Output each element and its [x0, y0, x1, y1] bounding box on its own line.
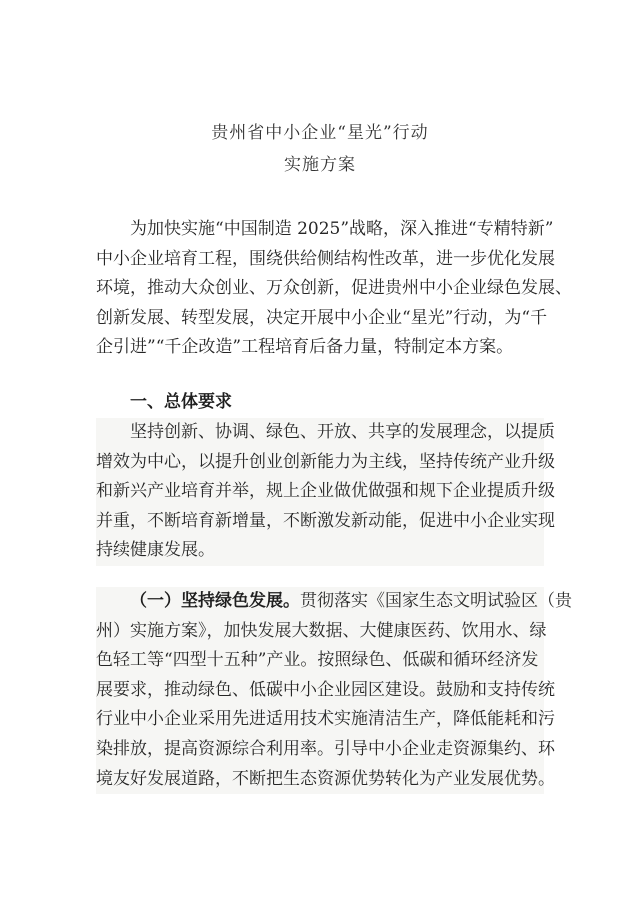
- subsection-paragraph: [96, 587, 572, 794]
- intro-line: 中小企业培育工程，围绕供给侧结构性改革，进一步优化发展: [96, 248, 555, 269]
- subsection-line: 展要求，推动绿色、低碳中小企业园区建设。鼓励和支持传统: [96, 679, 555, 700]
- intro-paragraph: [96, 215, 572, 363]
- subsection-line: 行业中小企业采用先进适用技术实施清洁生产，降低能耗和污: [96, 709, 555, 730]
- document-subtitle: 实施方案: [284, 155, 356, 175]
- section-line: 和新兴产业培育并举，规上企业做优做强和规下企业提质升级: [96, 481, 555, 502]
- subsection-line: 境友好发展道路，不断把生态资源优势转化为产业发展优势。: [96, 768, 555, 789]
- subsection-first-line: [96, 587, 572, 617]
- intro-line: 为加快实施“中国制造 2025”战略，深入推进“专精特新”: [130, 219, 554, 239]
- section-line: 增效为中心，以提升创业创新能力为主线，坚持传统产业升级: [96, 451, 555, 472]
- section-line: 持续健康发展。: [96, 540, 215, 561]
- subsection-lead: （一）坚持绿色发展。: [130, 591, 300, 611]
- document-title: 贵州省中小企业“星光”行动: [211, 123, 429, 143]
- subsection-line: 州）实施方案》，加快发展大数据、大健康医药、饮用水、绿: [96, 620, 547, 641]
- subsection-first-rest: 贯彻落实《国家生态文明试验区（贵: [300, 591, 572, 611]
- section-line: 坚持创新、协调、绿色、开放、共享的发展理念，以提质: [130, 422, 555, 442]
- section-heading: 一、总体要求: [130, 392, 232, 412]
- intro-line: 创新发展、转型发展，决定开展中小企业“星光”行动，为“千: [96, 307, 548, 328]
- subsection-line: 染排放，提高资源综合利用率。引导中小企业走资源集约、环: [96, 738, 555, 759]
- subsection-line: 色轻工等“四型十五种”产业。按照绿色、低碳和循环经济发: [96, 650, 539, 671]
- section-paragraph: [96, 418, 555, 566]
- intro-line: 企引进”“千企改造”工程培育后备力量，特制定本方案。: [96, 337, 514, 358]
- intro-line: 环境，推动大众创业、万众创新，促进贵州中小企业绿色发展、: [96, 278, 572, 299]
- section-line: 并重，不断培育新增量，不断激发新动能，促进中小企业实现: [96, 510, 555, 531]
